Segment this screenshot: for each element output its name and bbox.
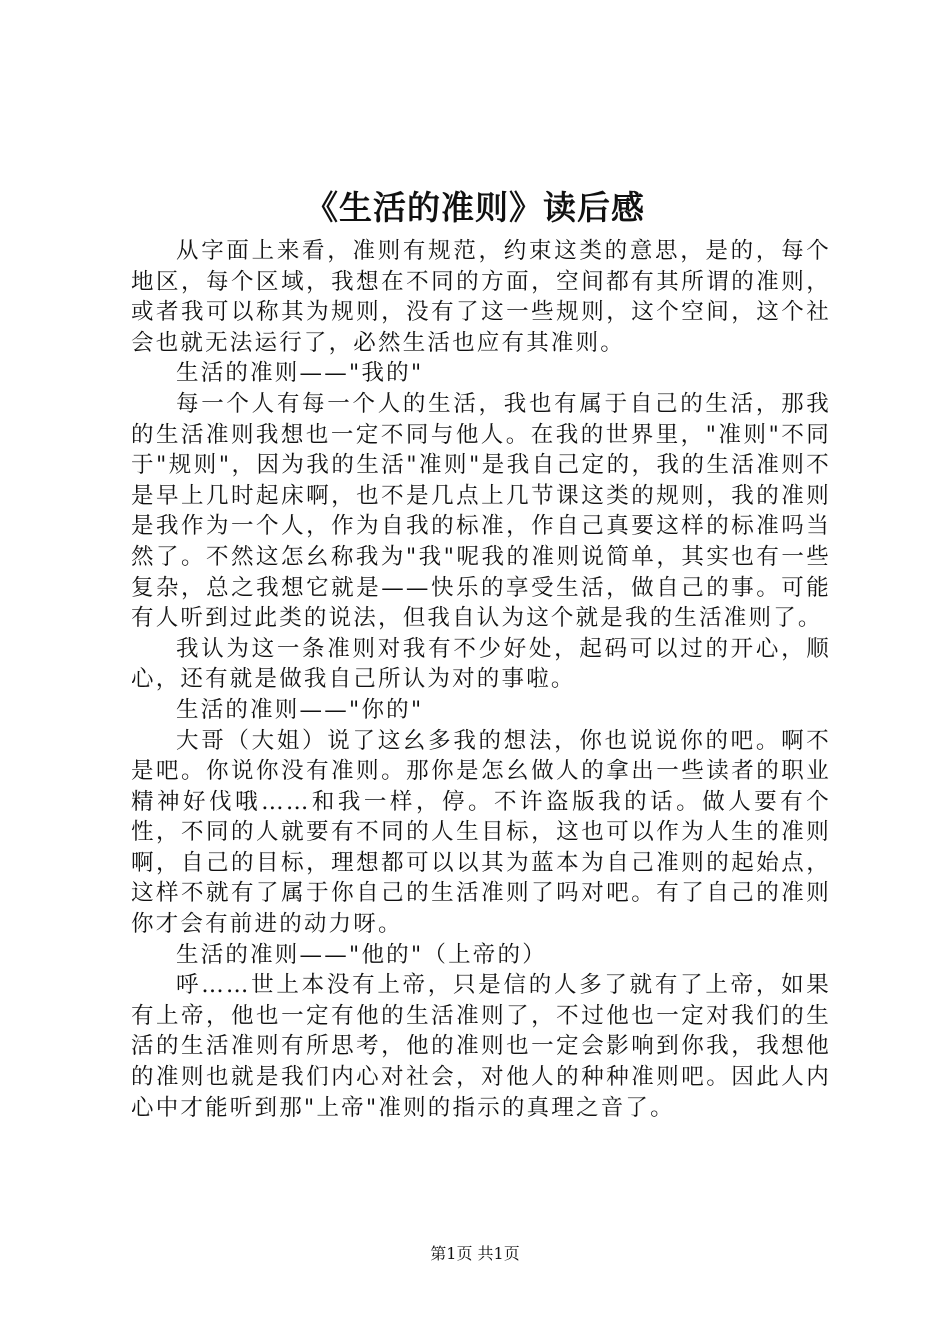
paragraph-benefit: 我认为这一条准则对我有不少好处，起码可以过的开心，顺心，还有就是做我自己所认为对的事啦。 (131, 635, 831, 693)
section-heading-mine: 生活的准则——"我的" (176, 360, 424, 387)
section-heading-his: 生活的准则——"他的"（上帝的） (176, 941, 547, 968)
page-footer: 第1页 共1页 (430, 1244, 520, 1263)
paragraph-yours: 大哥（大姐）说了这幺多我的想法，你也说说你的吧。啊不是吧。你说你没有准则。那你是怎幺做人的拿出一些读者的职业精神好伐哦……和我一样，停。不许盗版我的话。做人要有个性，不同的人就要有不同的人生目标，这也可以作为人生的准则啊，自己的目标，理想都可以以其为蓝本为自己准则的起始点，这样不就有了属于你自己的生活准则了吗对吧。有了自己的准则你才会有前进的动力呀。 (131, 727, 831, 938)
paragraph-his: 呼……世上本没有上帝，只是信的人多了就有了上帝，如果有上帝，他也一定有他的生活准则了，不过他也一定对我们的生活的生活准则有所思考，他的准则也一定会影响到你我，我想他的准则也就是我们内心对社会，对他人的种种准则吧。因此人内心中才能听到那"上帝"准则的指示的真理之音了。 (131, 972, 831, 1121)
paragraph-mine: 每一个人有每一个人的生活，我也有属于自己的生活，那我的生活准则我想也一定不同与他人。在我的世界里，"准则"不同于"规则"，因为我的生活"准则"是我自己定的，我的生活准则不是早上几时起床啊，也不是几点上几节课这类的规则，我的准则是我作为一个人，作为自我的标准，作自己真要这样的标准吗当然了。不然这怎幺称我为"我"呢我的准则说简单，其实也有一些复杂，总之我想它就是——快乐的享受生活，做自己的事。可能有人听到过此类的说法，但我自认为这个就是我的生活准则了。 (131, 390, 831, 632)
paragraph-intro: 从字面上来看，准则有规范，约束这类的意思，是的，每个地区，每个区域，我想在不同的方面，空间都有其所谓的准则，或者我可以称其为规则，没有了这一些规则，这个空间，这个社会也就无法运行了，必然生活也应有其准则。 (131, 238, 831, 356)
document-title: 《生活的准则》读后感 (305, 188, 645, 227)
document-body (131, 236, 831, 1123)
section-heading-yours: 生活的准则——"你的" (176, 696, 424, 723)
